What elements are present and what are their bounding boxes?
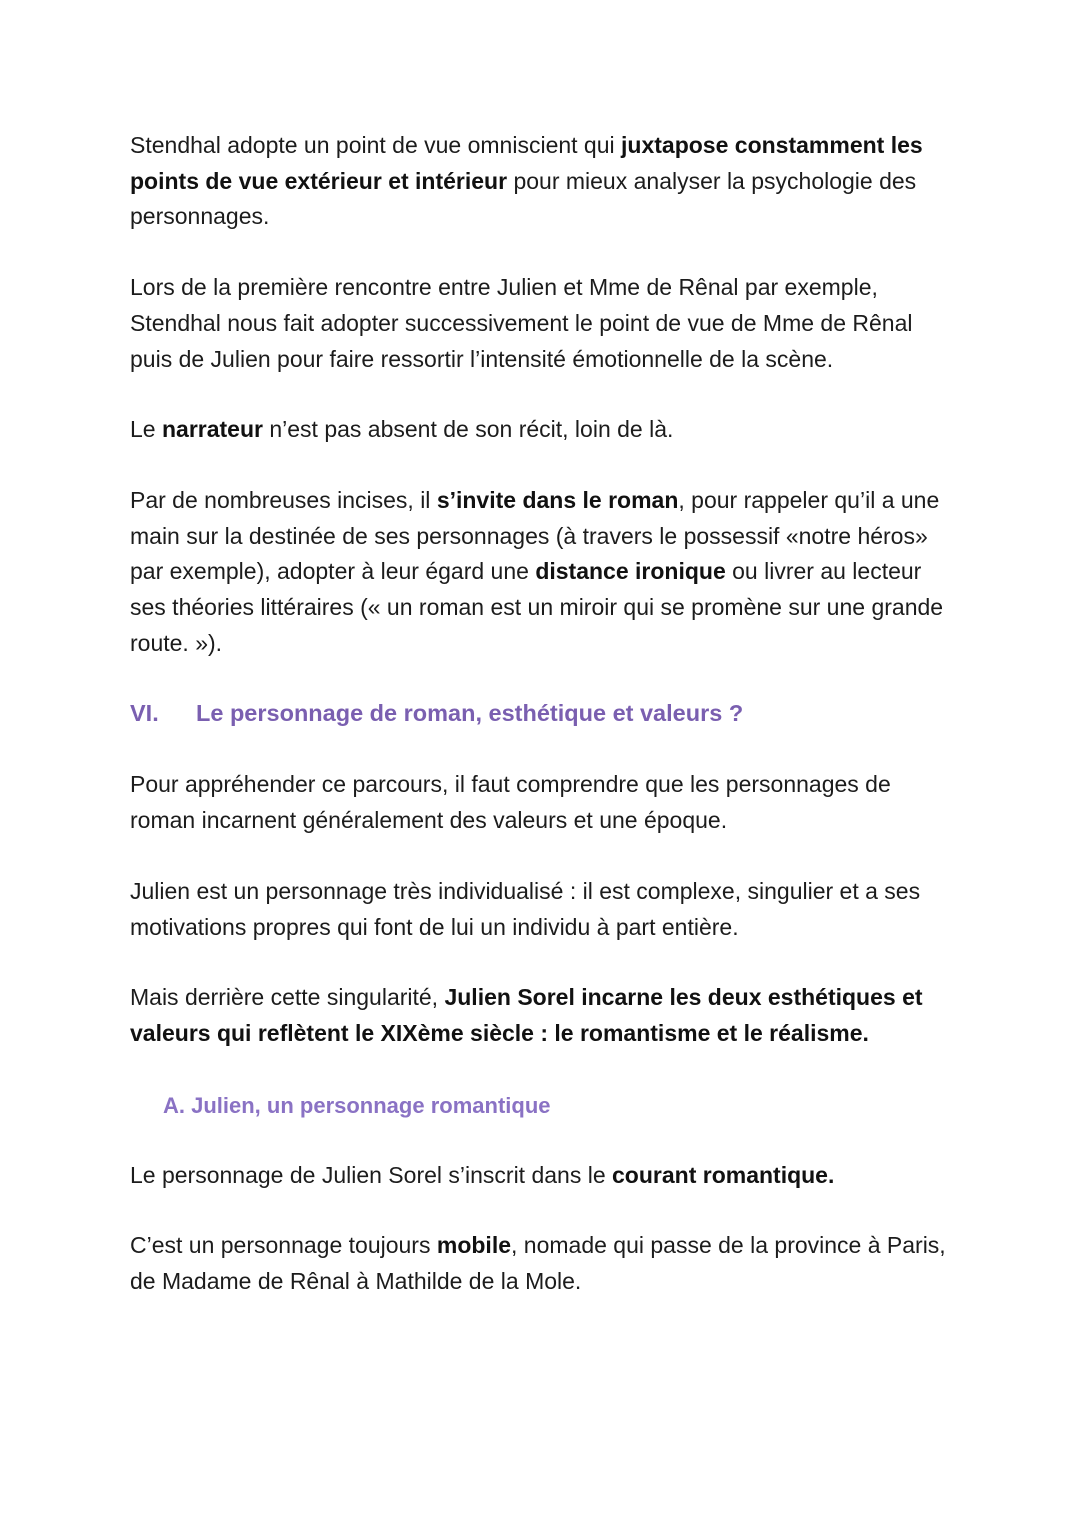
section-heading-vi xyxy=(130,695,960,731)
document-body xyxy=(130,128,960,1300)
bold-segment: s’invite dans le roman xyxy=(436,486,679,513)
text-segment: ou livrer au lecteur ses théories littéraires (« un roman est un miroir qui se promène sur une grande route. »). xyxy=(130,558,944,656)
paragraph-first-meeting: Lors de la première rencontre entre Julien et Mme de Rênal par exemple, Stendhal nous fait adopter successivement le point de vue de Mme de Rênal puis de Julien pour faire ressortir l’intensité émotionnelle de la scène. xyxy=(130,274,913,372)
text-segment: , nomade qui passe de la province à Paris, de Madame de Rênal à Mathilde de la Mole. xyxy=(130,1232,946,1295)
subsection-heading-a: A. Julien, un personnage romantique xyxy=(163,1092,551,1118)
bold-segment: mobile xyxy=(436,1232,511,1259)
paragraph-point-of-view xyxy=(130,128,960,235)
text-segment: Mais derrière cette singularité, xyxy=(130,984,445,1011)
text-segment: n’est pas absent de son récit, loin de là. xyxy=(262,416,674,443)
bold-segment: distance ironique xyxy=(535,558,726,585)
paragraph-singularite xyxy=(130,980,960,1051)
section-number: VI. xyxy=(130,700,159,727)
bold-segment: narrateur xyxy=(161,416,263,443)
text-segment: Le personnage de Julien Sorel s’inscrit dans le xyxy=(130,1161,613,1188)
paragraph-parcours: Pour appréhender ce parcours, il faut comprendre que les personnages de roman incarnent généralement des valeurs et une époque. xyxy=(130,771,891,834)
paragraph-narrator xyxy=(130,412,960,448)
paragraph-incises xyxy=(130,483,960,662)
text-segment: pour mieux analyser la psychologie des personnages. xyxy=(130,167,917,230)
bold-segment: courant romantique. xyxy=(612,1161,835,1188)
text-segment: C’est un personnage toujours xyxy=(130,1232,437,1259)
paragraph-mobile xyxy=(130,1228,960,1299)
text-segment: , pour rappeler qu’il a une main sur la destinée de ses personnages (à travers le possessif «notre héros» par exemple), adopter à leur égard une xyxy=(130,486,940,585)
section-title: Le personnage de roman, esthétique et valeurs ? xyxy=(196,700,744,727)
text-segment: Le xyxy=(130,416,162,443)
paragraph-individualise: Julien est un personnage très individualisé : il est complexe, singulier et a ses motivations propres qui font de lui un individu à part entière. xyxy=(130,877,921,940)
bold-segment: Julien Sorel incarne les deux esthétiques et valeurs qui reflètent le XIXème siècle : le romantisme et le réalisme. xyxy=(130,984,923,1046)
text-segment: Stendhal adopte un point de vue omniscient qui xyxy=(130,132,622,158)
bold-segment: juxtapose constamment les points de vue extérieur et intérieur xyxy=(130,132,923,194)
paragraph-courant-romantique xyxy=(130,1158,960,1194)
text-segment: Par de nombreuses incises, il xyxy=(130,486,437,513)
